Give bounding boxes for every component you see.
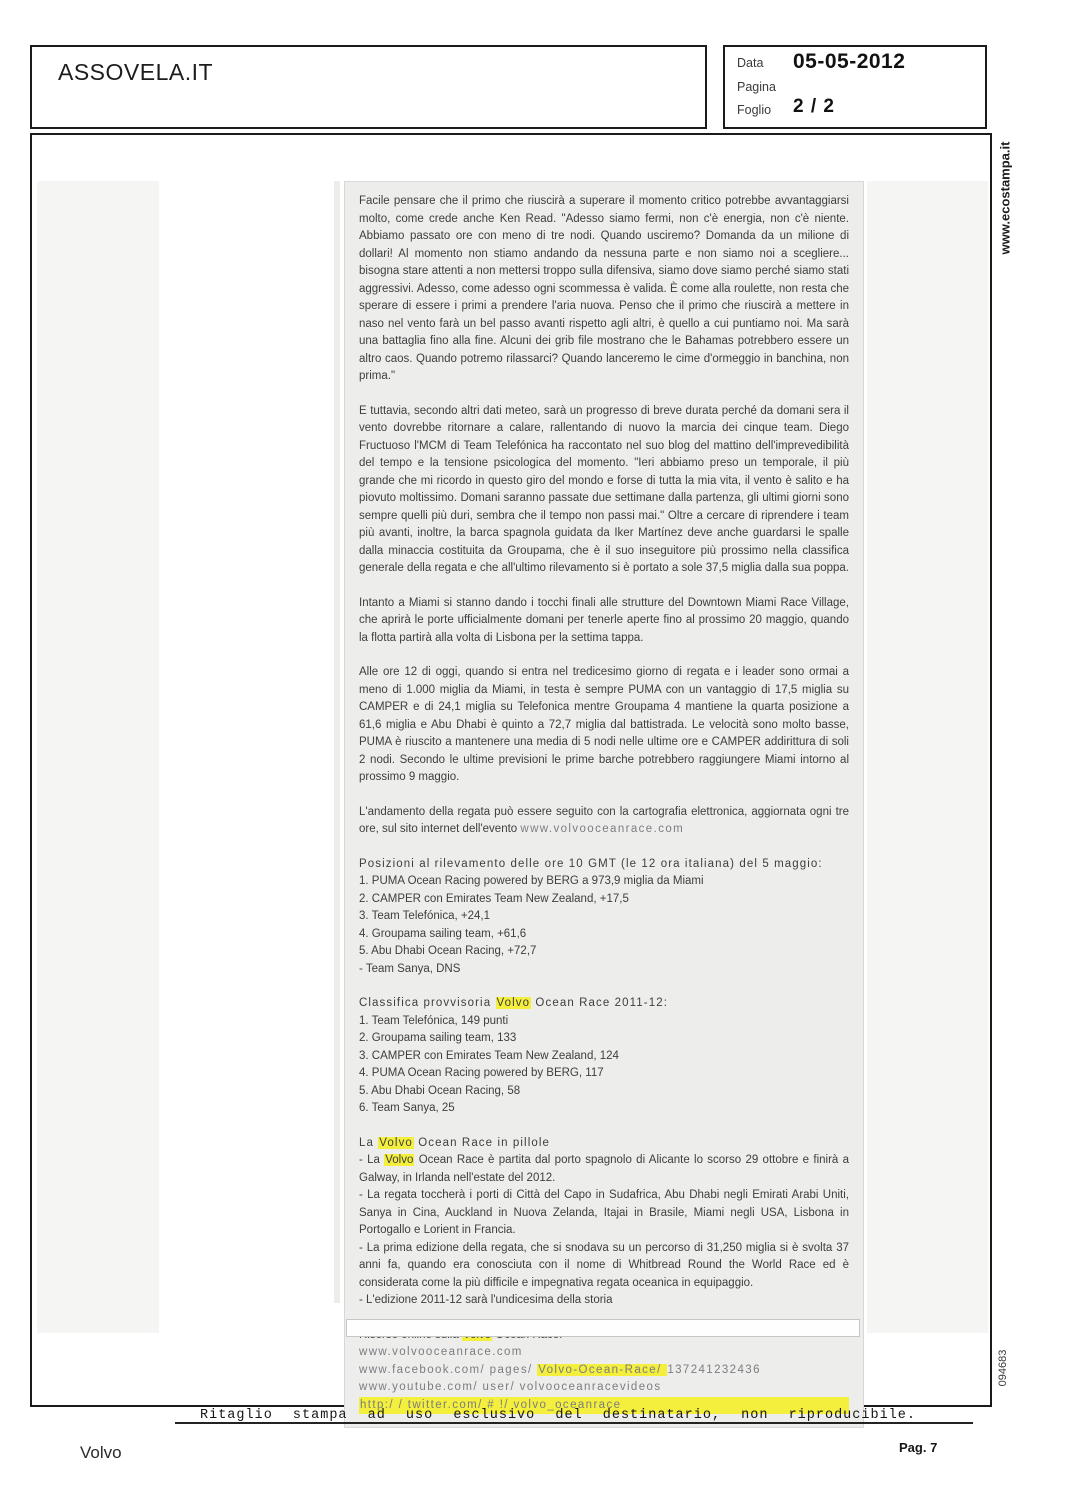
- highlighted-keyword: Volvo-Ocean-Race/: [538, 1363, 667, 1376]
- position-item: 2. CAMPER con Emirates Team New Zealand, +17,5: [359, 892, 629, 905]
- resource-link-volvooceanrace[interactable]: www.volvooceanrace.com: [359, 1346, 523, 1358]
- scan-left-column: [37, 181, 159, 1333]
- positions-section: [359, 856, 849, 979]
- date-value: 05-05-2012: [793, 50, 906, 73]
- standings-item: 3. CAMPER con Emirates Team New Zealand, 124: [359, 1049, 619, 1062]
- page-label: Pagina: [737, 80, 776, 94]
- brand-label: Volvo: [80, 1443, 122, 1462]
- position-item: 1. PUMA Ocean Racing powered by BERG a 973,9 miglia da Miami: [359, 875, 704, 887]
- scan-right-column: [867, 181, 988, 1333]
- date-label: Data: [737, 56, 764, 70]
- scan-divider-strip: [334, 181, 340, 1303]
- pills-bullet: - La Volvo Ocean Race è partita dal porto spagnolo di Alicante lo scorso 29 ottobre e finirà a Galway, in Irlanda nell'estate del 2012.: [359, 1154, 850, 1184]
- page-reference: Pag. 7: [899, 1440, 938, 1455]
- resource-link-youtube[interactable]: www.youtube.com/ user/ volvooceanracevideos: [359, 1381, 662, 1393]
- standings-item: 4. PUMA Ocean Racing powered by BERG, 117: [359, 1067, 604, 1079]
- position-item: 4. Groupama sailing team, +61,6: [359, 927, 527, 940]
- disclaimer-strip: [175, 1408, 975, 1422]
- disclaimer-underline: [175, 1422, 973, 1424]
- meta-box: [723, 45, 987, 129]
- paragraph-miami: Intanto a Miami si stanno dando i tocchi finali alle strutture del Downtown Miami Race Village, che aprirà le porte ufficialmente domani per tenerle aperte fino al prossimo 20 maggio, quando la flotta partirà alla volta di Lisbona per la settima tappa.: [359, 596, 849, 644]
- highlighted-keyword: Volvo: [496, 997, 531, 1009]
- standings-item: 6. Team Sanya, 25: [359, 1102, 455, 1114]
- position-item: - Team Sanya, DNS: [359, 962, 461, 975]
- disclaimer-text: Ritaglio stampa ad uso esclusivo del destinatario, non riproducibile.: [200, 1408, 916, 1423]
- highlighted-keyword: Volvo: [379, 1136, 413, 1149]
- article-body: [344, 181, 864, 1428]
- standings-item: 1. Team Telefónica, 149 punti: [359, 1014, 509, 1027]
- resources-section: [359, 1327, 849, 1415]
- resource-link-facebook[interactable]: www.facebook.com/ pages/ Volvo-Ocean-Race/ 137241232436: [359, 1363, 761, 1376]
- sheet-label: Foglio: [737, 103, 772, 117]
- paragraph-meteo: E tuttavia, secondo altri dati meteo, sarà un progresso di breve durata perché da domani sera il vento dovrebbe ritornare a calare, rallentando di nuovo la marcia dei cinque team. Diego Fructuoso l'MCM di Team Telefónica ha raccontato nel suo blog del mattino dell'imprevedibilità del tempo e la tensione psicologica del momento. "Ieri abbiamo preso un temporale, il più grande che mi ricordo in questo giro del mondo e forse di tutta la mia vita, il vento è salito e ha piovuto moltissimo. Domani saranno passate due settimane dalla partenza, gli ultimi giorni sono sempre quelli più duri, sembra che il tempo non passi mai." Oltre a cercare di riprendere i team più avanti, inoltre, la barca spagnola guidata da Iker Martínez deve anche guardarsi le spalle dalla minaccia costituita da Groupama, che è il suo inseguitore più prossimo nella classifica generale della regata e che all'ultimo rilevamento si è portato a sole 37,5 miglia dalla sua poppa.: [359, 404, 849, 574]
- standings-item: 2. Groupama sailing team, 133: [359, 1032, 517, 1044]
- standings-heading: Classifica provvisoria Volvo Ocean Race 2011-12:: [359, 997, 669, 1009]
- clipping-frame: [30, 133, 992, 1411]
- standings-section: [359, 995, 849, 1118]
- source-name: ASSOVELA.IT: [58, 59, 214, 85]
- pills-bullet: - La regata toccherà i porti di Città del Capo in Sudafrica, Abu Dhabi negli Emirati Arabi Uniti, Sanya in Cina, Auckland in Nuova Zelanda, Itajai in Brasile, Miami negli USA, Lisbona in Portogallo e Lorient in Francia.: [359, 1189, 849, 1236]
- ecostampa-watermark: www.ecostampa.it: [997, 141, 1013, 255]
- source-box: [30, 45, 707, 129]
- pills-title: La Volvo Ocean Race in pillole: [359, 1136, 551, 1149]
- pills-bullet: - La prima edizione della regata, che si snodava su un percorso di 31,250 miglia si è svolta 37 anni fa, quando era conosciuta con il nome di Whitbread Round the World Race ed è considerata come la più difficile e impegnativa regata oceanica in equipaggio.: [359, 1241, 849, 1289]
- positions-heading: Posizioni al rilevamento delle ore 10 GMT (le 12 ora italiana) del 5 maggio:: [359, 857, 823, 870]
- clipping-code: 094683: [997, 1349, 1009, 1387]
- pills-section: [359, 1135, 849, 1310]
- tracking-url-link[interactable]: www.volvooceanrace.com: [520, 823, 685, 835]
- truncated-content-box: [346, 1319, 860, 1337]
- sheet-value: 2 / 2: [793, 96, 835, 117]
- pills-bullet: - L'edizione 2011-12 sarà l'undicesima della storia: [359, 1294, 613, 1306]
- position-item: 5. Abu Dhabi Ocean Racing, +72,7: [359, 945, 537, 957]
- standings-item: 5. Abu Dhabi Ocean Racing, 58: [359, 1084, 521, 1097]
- paragraph-rilevamento: Alle ore 12 di oggi, quando si entra nel tredicesimo giorno di regata e i leader sono ormai a meno di 1.000 miglia da Miami, in testa è sempre PUMA con un vantaggio di 17,5 miglia su CAMPER e di 24,1 miglia su Telefonica mentre Groupama 4 mantiene la quarta posizione a 61,6 miglia e Abu Dhabi è quinto a 72,7 miglia dal battistrada. Le velocità sono molto basse, PUMA è riuscito a mantenere una media di 5 nodi nelle ultime ore e CAMPER addirittura di soli 2 nodi. Secondo le ultime previsioni le prime barche potrebbero raggiungere Miami intorno al prossimo 9 maggio.: [359, 666, 849, 783]
- highlighted-keyword: Volvo: [385, 1154, 414, 1166]
- paragraph-ken-read: Facile pensare che il primo che riuscirà a superare il momento critico potrebbe avvantaggiarsi molto, come crede anche Ken Read. "Adesso siamo fermi, non c'è energia, non c'è niente. Abbiamo passato ore con meno di tre nodi. Quando usciremo? Domanda da un milione di dollari! Al momento non stiamo andando da nessuna parte e non siamo noi a scegliere... bisogna stare attenti a non mettersi troppo sulla difensiva, siamo dove siamo perché siamo stati aggressivi. Adesso, come adesso ogni scommessa è valida. È come alla roulette, non resta che sperare di essere i primi a prendere l'aria nuova. Penso che il primo che riuscirà a mettere in naso nel vento farà un bel passo avanti rispetto agli altri, è quello a cui puntiamo noi. Ma sarà una battaglia fino alla fine. Alcuni dei grib file mostrano che le Bahamas potrebbero essere un altro caos. Quando potremo rilassarci? Quando lanceremo le cime d'ormeggio in banchina, non prima.": [359, 195, 849, 382]
- position-item: 3. Team Telefónica, +24,1: [359, 910, 490, 922]
- tracking-text: L'andamento della regata può essere seguito con la cartografia elettronica, aggiornata ogni tre ore, sul sito internet dell'evento: [359, 805, 849, 835]
- paragraph-tracking: [359, 804, 849, 839]
- resource-link-twitter[interactable]: http:/ / twitter.com/ # !/ volvo_oceanrace: [359, 1397, 849, 1415]
